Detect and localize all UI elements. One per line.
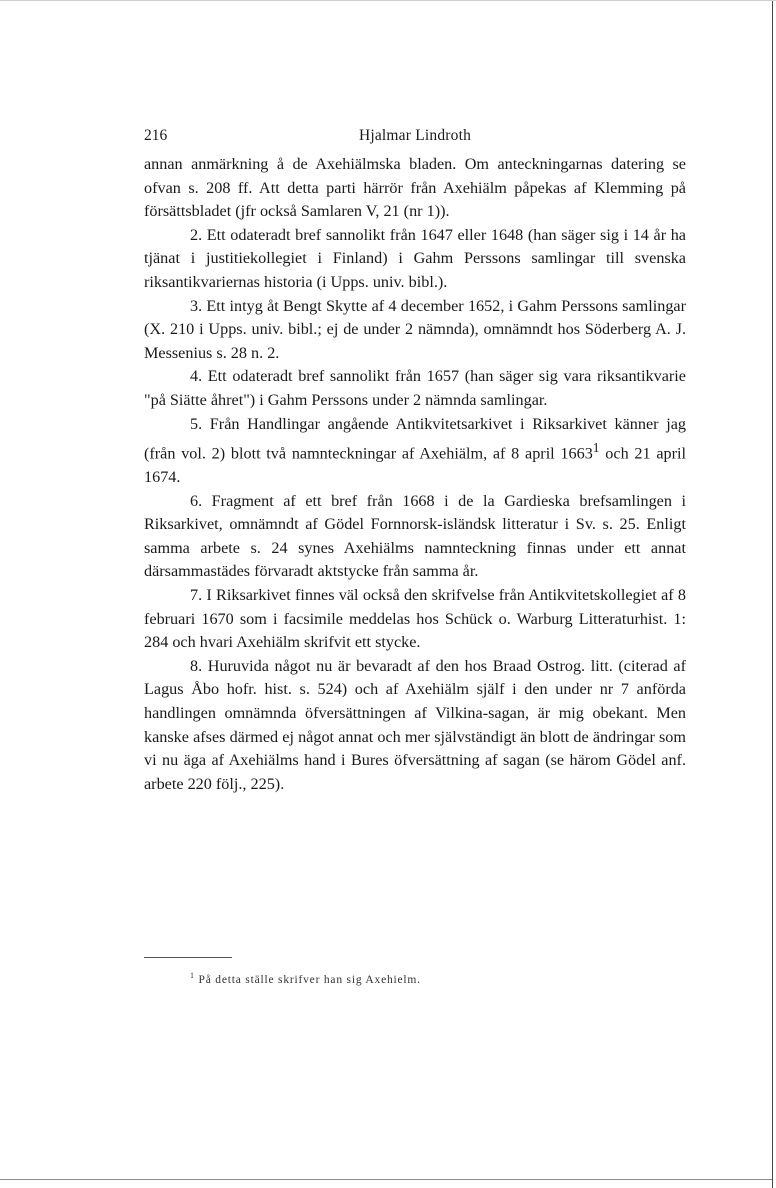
scan-edge-right [772,1,773,1188]
page-number: 216 [144,127,168,144]
paragraph-item-6: 6. Fragment af ett bref från 1668 i de la Gardieska brefsamlingen i Riksarkivet, omnämndt af Gödel Fornnorsk-isländsk litteratur i Sv. s. 25. Enligt samma arbete s. 24 synes Axehiälms namnteckning finnas under ett annat därsammastädes förvaradt aktstycke från samma år. [144,491,686,581]
footnote-text: På detta ställe skrifver han sig Axehielm. [198,973,421,986]
footnote-mark: 1 [190,971,195,980]
paragraph-item-4: 4. Ett odateradt bref sannolikt från 1657 (han säger sig vara riksantikvarie "på Siätte åhret") i Gahm Perssons under 2 nämnda samlingar. [144,367,686,409]
paragraph-item-5 [144,413,686,490]
body-text [144,153,686,796]
page-header [144,127,686,149]
paragraph-item-5-tail: och 21 april 1674. [144,444,686,487]
paragraph-item-2: 2. Ett odateradt bref sannolikt från 1647 eller 1648 (han säger sig i 14 år ha tjänat i justitiekollegiet i Finland) i Gahm Perssons samlingar till svenska riksantikvariernas historia (i Upps. univ. bibl.). [144,225,686,291]
footnote-reference: 1 [592,440,600,456]
paragraph-item-3: 3. Ett intyg åt Bengt Skytte af 4 december 1652, i Gahm Perssons samlingar (X. 210 i Upps. univ. bibl.; ej de under 2 nämnda), omnämndt hos Söderberg A. J. Messenius s. 28 n. 2. [144,296,686,362]
paragraph-continued: annan anmärkning å de Axehiälmska bladen. Om anteckningarnas datering se ofvan s. 208 ff. Att detta parti härrör från Axehiälm påpekas af Klemming på försättsbladet (jfr också Samlaren V, 21 (nr 1)). [144,155,686,221]
paragraph-item-5-text: 5. Från Handlingar angående Antikvitetsarkivet i Riksarkivet känner jag (från vol. 2) blott två namnteckningar af Axehiälm, af 8 april 1663 [144,414,686,463]
running-title: Hjalmar Lindroth [358,127,472,144]
paragraph-item-7: 7. I Riksarkivet finnes väl också den skrifvelse från Antikvitetskollegiet af 8 februari 1670 som i facsimile meddelas hos Schück o. Warburg Litteraturhist. 1: 284 och hvari Axehiälm skrifvit ett stycke. [144,586,686,652]
paragraph-item-8: 8. Huruvida något nu är bevaradt af den hos Braad Ostrog. litt. (citerad af Lagus Åbo hofr. hist. s. 524) och af Axehiälm själf i den under nr 7 anförda handlingen omnämnda öfversättningen af Vilkina-sagan, är mig obekant. Men kanske afses därmed ej något annat och mer självständigt än blott de ändringar som vi nu äga af Axehiälms hand i Bures öfversättning af sagan (se härom Gödel anf. arbete 220 följ., 225). [144,656,686,793]
scan-edge-bottom [0,1179,772,1180]
footnote-divider [144,957,232,958]
footnote [190,971,670,986]
